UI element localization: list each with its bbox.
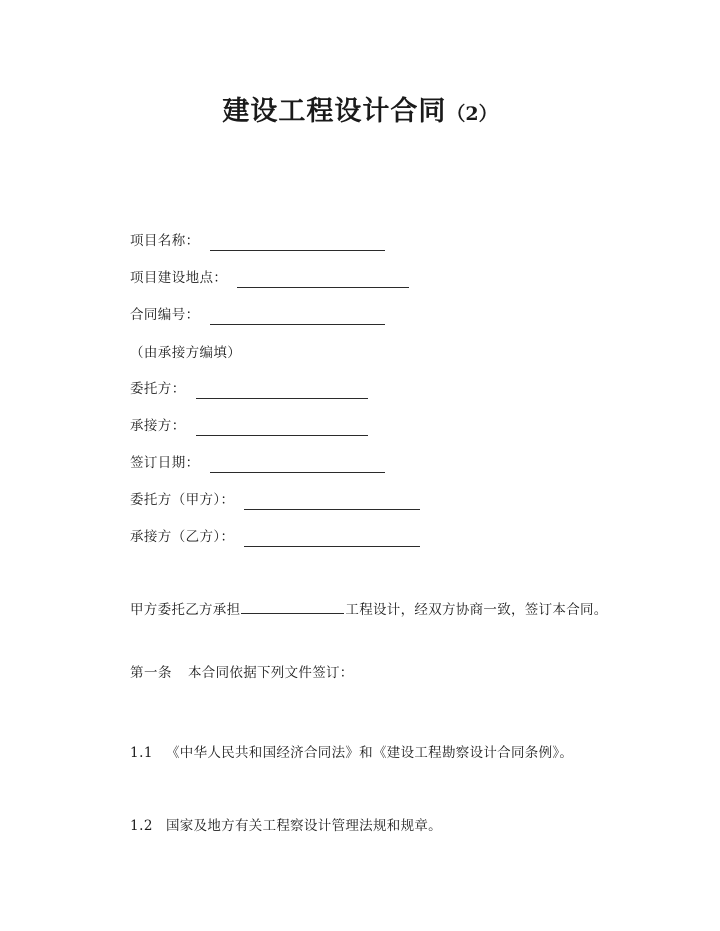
clause-item-1-1-number: 1.1 — [130, 745, 153, 761]
field-blank-contract-number[interactable] — [210, 310, 385, 325]
field-row-party-a — [130, 484, 650, 510]
field-row-sign-date — [130, 447, 650, 473]
field-label-project-name: 项目名称： — [130, 233, 200, 249]
field-label-party-b: 承接方（乙方）： — [130, 529, 235, 545]
field-label-project-location: 项目建设地点： — [130, 270, 228, 286]
field-row-contract-number — [130, 299, 650, 325]
intro-paragraph-text — [130, 599, 650, 621]
clause-item-1-2-text: 国家及地方有关工程察设计管理法规和规章。 — [165, 818, 442, 834]
field-row-contractor — [130, 410, 650, 436]
field-blank-sign-date[interactable] — [210, 458, 385, 473]
field-blank-party-b[interactable] — [244, 532, 420, 547]
field-row-project-name — [130, 225, 650, 251]
clause-item-1-2-number: 1.2 — [130, 818, 153, 834]
clause-heading-label: 第一条 — [130, 665, 172, 681]
field-row-client — [130, 373, 650, 399]
field-label-contractor: 承接方： — [130, 418, 186, 434]
field-blank-project-name[interactable] — [210, 236, 385, 251]
field-label-sign-date: 签订日期： — [130, 455, 200, 471]
field-blank-client[interactable] — [196, 384, 368, 399]
contract-intro-paragraph — [130, 585, 650, 634]
field-blank-party-a[interactable] — [244, 495, 420, 510]
clause-heading-text: 本合同依据下列文件签订： — [188, 665, 354, 681]
field-label-contract-number: 合同编号： — [130, 307, 200, 323]
page-title-suffix: （2） — [446, 103, 498, 126]
page-title — [0, 96, 720, 128]
field-label-client: 委托方： — [130, 381, 186, 397]
clause-heading-article-1 — [130, 662, 354, 684]
field-label-party-a: 委托方（甲方）： — [130, 492, 235, 508]
contract-field-list — [130, 225, 650, 558]
field-blank-project-location[interactable] — [237, 273, 409, 288]
field-blank-contractor[interactable] — [196, 421, 368, 436]
clause-item-1-1-text: 《中华人民共和国经济合同法》和《建设工程勘察设计合同条例》。 — [165, 745, 574, 761]
page-title-main: 建设工程设计合同 — [222, 96, 447, 128]
clause-item-1-1 — [130, 742, 573, 764]
intro-text-after-blank: 工程设计，经双方协商一致，签订本合同。 — [345, 601, 608, 618]
intro-scope-blank[interactable] — [241, 600, 344, 614]
field-note-filled-by-contractor: （由承接方编填） — [130, 345, 242, 361]
field-row-party-b — [130, 521, 650, 547]
clause-item-1-2 — [130, 815, 442, 837]
field-row-project-location — [130, 262, 650, 288]
intro-text-before-blank: 甲方委托乙方承担 — [130, 601, 241, 618]
